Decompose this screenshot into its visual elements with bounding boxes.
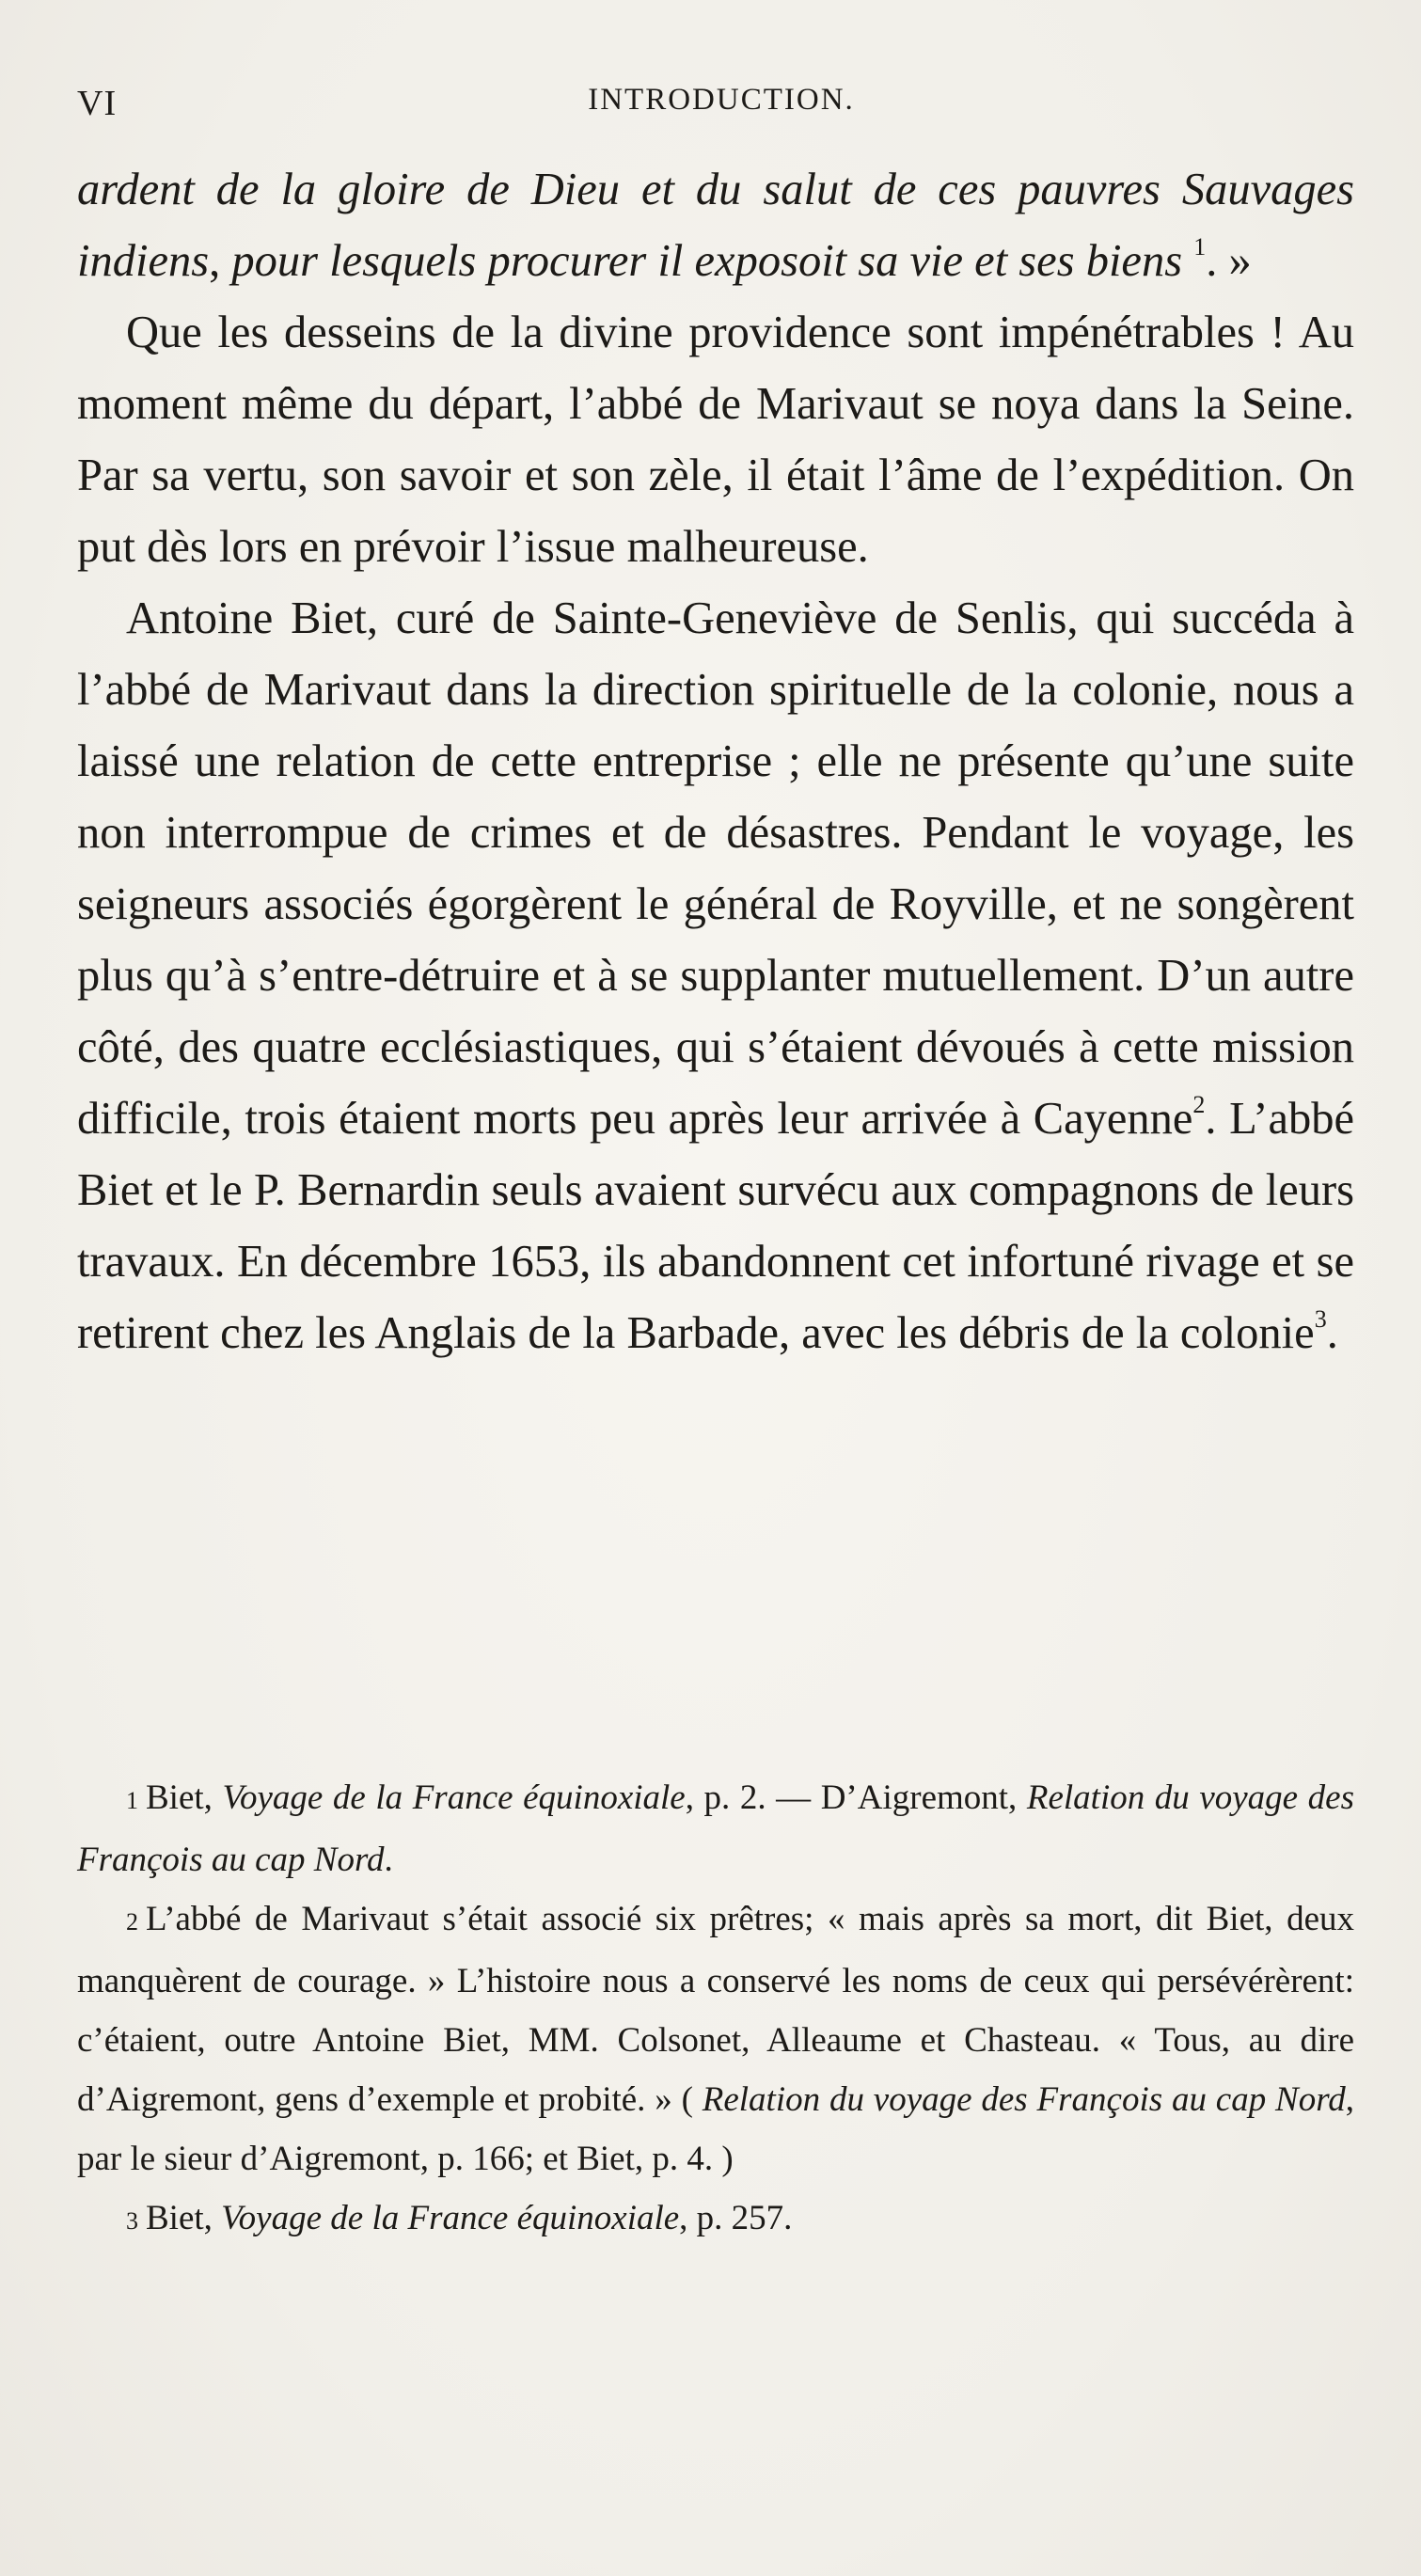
footnote-1-title-a: Voyage de la France équinoxiale xyxy=(222,1778,686,1817)
footnotes xyxy=(77,1768,1354,2251)
page-number: VI xyxy=(77,84,118,123)
quote-close: . » xyxy=(1206,236,1252,286)
footnote-2-title: Relation du voyage des François au cap Nord xyxy=(702,2080,1346,2119)
footnote-ref-2: 2 xyxy=(1192,1091,1206,1118)
footnote-1-text-c: . xyxy=(384,1841,393,1879)
footnote-3-mark: 3 xyxy=(126,2207,138,2235)
footnote-2 xyxy=(77,1889,1354,2189)
running-head: INTRODUCTION. xyxy=(588,83,855,117)
footnote-2-mark: 2 xyxy=(126,1908,138,1936)
footnote-1-mark: 1 xyxy=(126,1787,138,1814)
body-text xyxy=(77,154,1354,1369)
quote-italic-part-1: ardent de la gloire de Dieu et du salut de ces pauvres Sauvages indiens xyxy=(77,165,1354,286)
footnote-2-text-a: L’abbé de Marivaut s’était associé six prêtres; « mais après sa mort, dit Biet, deux manquèrent de courage. » L’histoire nous a conservé les noms de ceux qui persévérèrent: c’étaient, outre Antoine Biet, MM. Colsonet, Alleaume et Chasteau. « Tous, au dire d’Aigremont, gens d’exemple et probité. » ( xyxy=(77,1900,1354,2119)
page-header xyxy=(77,83,1366,139)
footnote-ref-1: 1 xyxy=(1193,233,1207,261)
footnote-1 xyxy=(77,1768,1354,1889)
footnote-3-text-b: , p. 257. xyxy=(679,2199,793,2237)
quote-italic-part-2: pour lesquels procurer il exposoit sa vie et ses biens xyxy=(231,236,1183,286)
footnote-3-text-a: Biet, xyxy=(146,2199,222,2237)
footnote-3-title: Voyage de la France équinoxiale xyxy=(221,2199,680,2237)
paragraph-3 xyxy=(77,583,1354,1369)
footnote-3 xyxy=(77,2189,1354,2251)
footnote-1-text-b: , p. 2. — D’Aigremont, xyxy=(685,1778,1027,1817)
paragraph-3-text-c: . xyxy=(1326,1308,1338,1358)
footnote-ref-3: 3 xyxy=(1314,1305,1327,1333)
footnote-1-title-b: Relation du voyage des François au cap Nord xyxy=(77,1778,1354,1879)
paragraph-1 xyxy=(77,154,1354,297)
footnote-1-text-a: Biet, xyxy=(146,1778,223,1817)
paragraph-3-text-b: . L’abbé Biet et le P. Bernardin seuls avaient survécu aux compagnons de leurs travaux. En décembre 1653, ils abandonnent cet infortuné rivage et se retirent chez les Anglais de la Barbade, avec les débris de la colonie xyxy=(77,1094,1354,1358)
footnote-2-text-b: , par le sieur d’Aigremont, p. 166; et Biet, p. 4. ) xyxy=(77,2080,1354,2178)
paragraph-3-text-a: Antoine Biet, curé de Sainte-Geneviève de Senlis, qui succéda à l’abbé de Marivaut dans la direction spirituelle de la colonie, nous a laissé une relation de cette entreprise ; elle ne présente qu’une suite non interrompue de crimes et de désastres. Pendant le voyage, les seigneurs associés égorgèrent le général de Royville, et ne songèrent plus qu’à s’entre-détruire et à se supplanter mutuellement. D’un autre côté, des quatre ecclésiastiques, qui s’étaient dévoués à cette mission difficile, trois étaient morts peu après leur arrivée à Cayenne xyxy=(77,593,1354,1144)
paragraph-2: Que les desseins de la divine providence sont impénétrables ! Au moment même du départ, l’abbé de Marivaut se noya dans la Seine. Par sa vertu, son savoir et son zèle, il était l’âme de l’expédition. On put dès lors en prévoir l’issue malheureuse. xyxy=(77,308,1354,572)
quote-separator: , xyxy=(209,236,232,286)
